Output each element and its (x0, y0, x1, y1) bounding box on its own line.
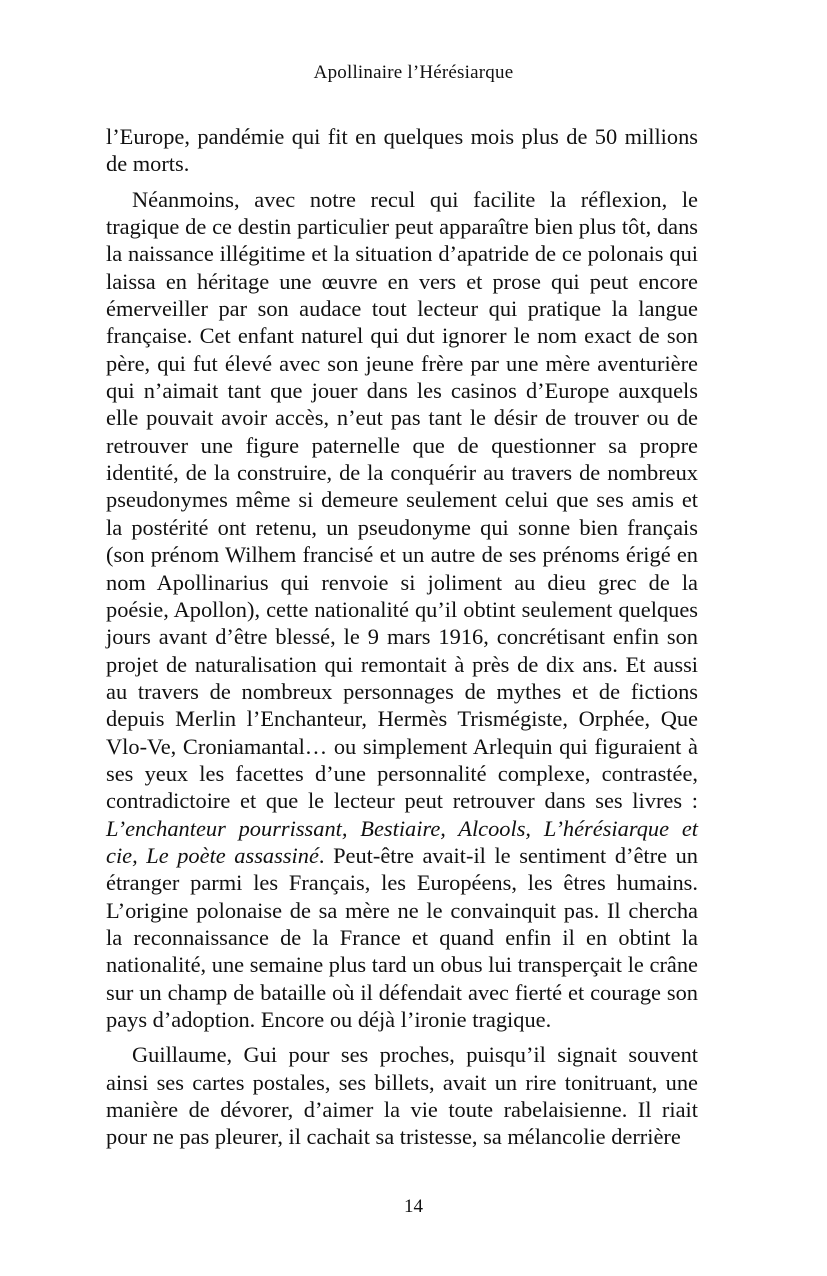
body-text (106, 123, 698, 1159)
page-number: 14 (404, 1196, 423, 1217)
paragraph-guillaume: Guillaume, Gui pour ses proches, puisqu’il signait souvent ainsi ses cartes postales, ses billets, avait un rire tonitruant, une manière de dévorer, d’aimer la vie toute rabelaisienne. Il riait pour ne pas pleurer, il cachait sa tristesse, sa mélancolie derrière (106, 1042, 698, 1150)
running-header: Apollinaire l’Hérésiarque (313, 62, 514, 83)
paragraph-text-part: . Peut-être avait-il le sentiment d’être un étranger parmi les Français, les Européens, les êtres humains. L’origine polonaise de sa mère ne le convainquit pas. Il chercha la reconnaissance de la France et quand enfin il en obtint la nationalité, une semaine plus tard un obus lui transperçait le crâne sur un champ de bataille où il défendait avec fierté et courage son pays d’adoption. Encore ou déjà l’ironie tragique. (106, 842, 698, 1032)
paragraph-text-part: Néanmoins, avec notre recul qui facilite la réflexion, le tragique de ce destin particulier peut apparaître bien plus tôt, dans la naissance illégitime et la situation d’apatride de ce polonais qui laissa en héritage une œuvre en vers et prose qui peut encore émerveiller par son audace tout lecteur qui pratique la langue française. Cet enfant naturel qui dut ignorer le nom exact de son père, qui fut élevé avec son jeune frère par une mère aventurière qui n’aimait tant que jouer dans les casinos d’Europe auxquels elle pouvait avoir accès, n’eut pas tant le désir de trouver ou de retrouver une figure paternelle que de questionner sa propre identité, de la construire, de la conquérir au travers de nombreux pseudonymes même si demeure seulement celui que ses amis et la postérité ont retenu, un pseudonyme qui sonne bien français (son prénom Wilhem francisé et un autre de ses prénoms érigé en nom Apollinarius qui renvoie si joliment au dieu grec de la poésie, Apollon), cette nationalité qu’il obtint seulement quelques jours avant d’être blessé, le 9 mars 1916, concrétisant enfin son projet de naturalisation qui remontait à près de dix ans. Et aussi au travers de nombreux personnages de mythes et de fictions depuis Merlin l’Enchanteur, Hermès Trismégiste, Orphée, Que Vlo-Ve, Croniamantal… ou simplement Arlequin qui figuraient à ses yeux les facettes d’une personnalité complexe, contrastée, contradictoire et que le lecteur peut retrouver dans ses livres : (106, 186, 698, 814)
paragraph-continued: l’Europe, pandémie qui fit en quelques mois plus de 50 millions de morts. (106, 124, 698, 177)
book-titles-italic: L’enchanteur pourrissant, Bestiaire, Alcools, L’hérésiarque et cie, Le poète assassiné (106, 815, 698, 868)
paragraph-neanmoins (106, 186, 698, 1034)
